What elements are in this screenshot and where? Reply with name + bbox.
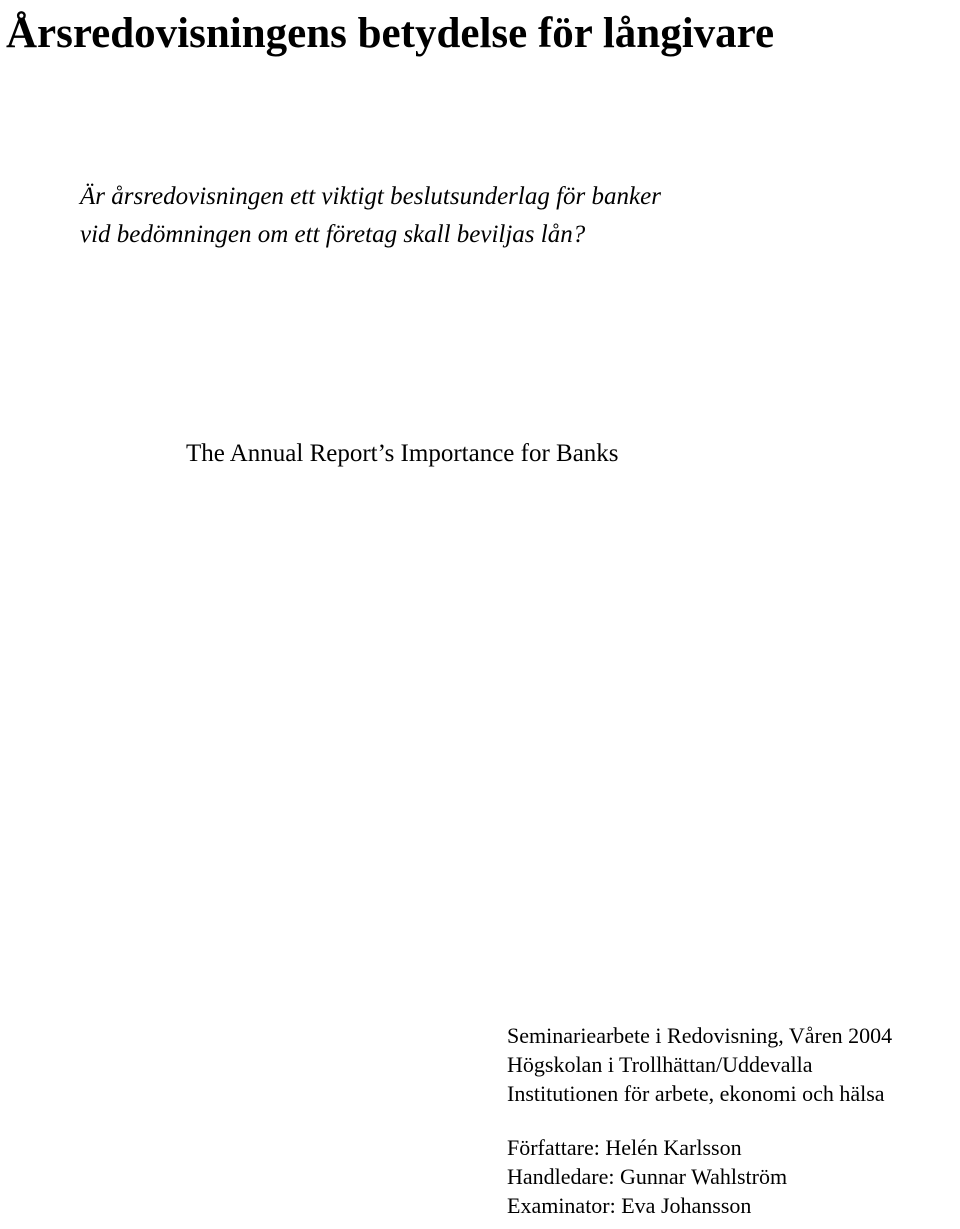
- department-line: Institutionen för arbete, ekonomi och hälsa: [507, 1081, 885, 1106]
- subtitle-line: vid bedömningen om ett företag skall beviljas lån?: [80, 221, 586, 248]
- thesis-info-block: [507, 1021, 892, 1220]
- subtitle-question: [80, 178, 661, 254]
- supervisor-line: Handledare: Gunnar Wahlström: [507, 1164, 788, 1189]
- english-title: The Annual Report’s Importance for Banks: [186, 440, 619, 467]
- author-line: Författare: Helén Karlsson: [507, 1135, 742, 1160]
- subtitle-line: Är årsredovisningen ett viktigt beslutsunderlag för banker: [80, 183, 661, 210]
- course-line: Seminariearbete i Redovisning, Våren 2004: [507, 1023, 893, 1048]
- document-title: Årsredovisningens betydelse för långivare: [6, 10, 775, 57]
- examiner-line: Examinator: Eva Johansson: [507, 1193, 752, 1218]
- spacer: [507, 1108, 892, 1133]
- university-line: Högskolan i Trollhättan/Uddevalla: [507, 1052, 813, 1077]
